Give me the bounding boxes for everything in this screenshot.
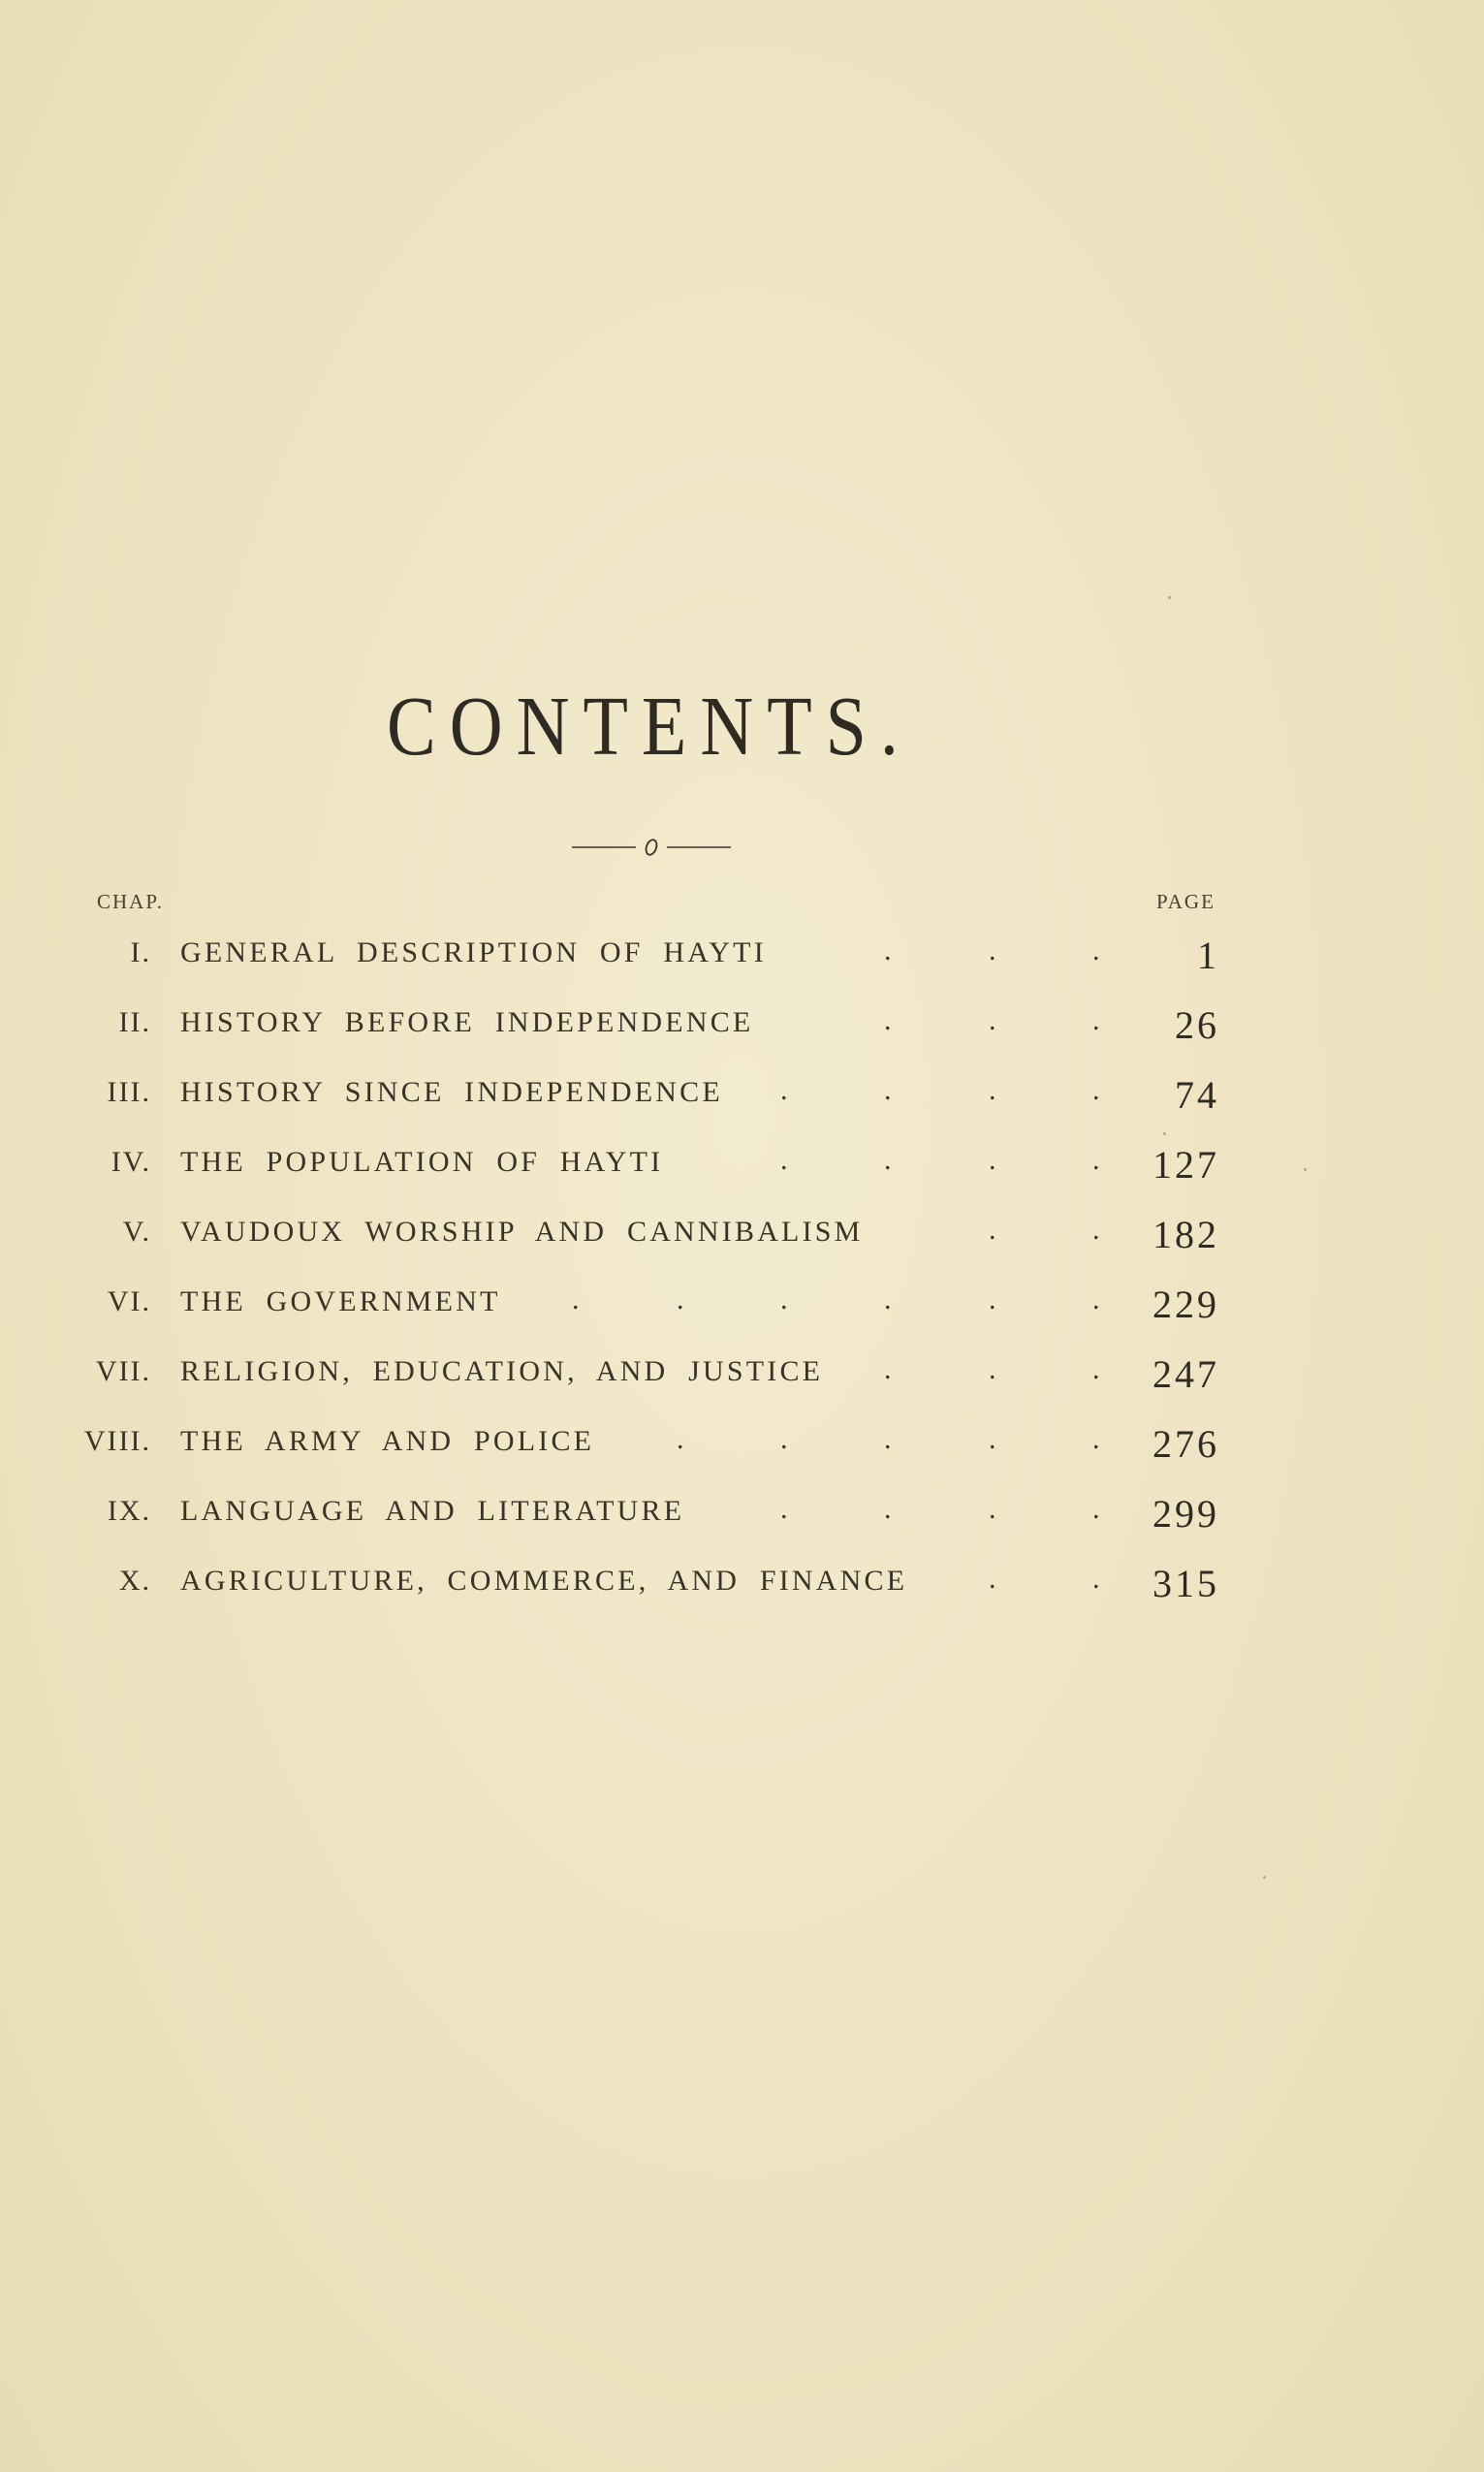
leader-dot: . <box>989 1563 996 1595</box>
leader-dot: . <box>1092 1284 1100 1315</box>
page-number: 247 <box>1152 1352 1219 1396</box>
toc-entry <box>0 1278 1484 1347</box>
chapter-number: V. <box>122 1216 151 1248</box>
leader-dot: . <box>1092 935 1100 967</box>
chapter-title: LANGUAGE AND LITERATURE <box>180 1495 685 1527</box>
chapter-title: AGRICULTURE, COMMERCE, AND FINANCE <box>180 1565 908 1597</box>
leader-dot: . <box>884 1423 892 1455</box>
paper-speck <box>1263 1876 1266 1879</box>
chapter-number: III. <box>107 1076 151 1108</box>
page-number: 182 <box>1152 1213 1219 1256</box>
leader-dot: . <box>1092 1214 1100 1246</box>
leader-dot: . <box>989 1074 996 1106</box>
leader-dot: . <box>989 1214 996 1246</box>
leader-dot: . <box>989 935 996 967</box>
toc-entry <box>0 929 1484 998</box>
page-title: CONTENTS. <box>387 680 912 774</box>
chapter-title: HISTORY BEFORE INDEPENDENCE <box>180 1006 754 1038</box>
leader-dot: . <box>780 1423 788 1455</box>
leader-dot: . <box>677 1423 684 1455</box>
chapter-title: VAUDOUX WORSHIP AND CANNIBALISM <box>180 1216 864 1248</box>
toc-entry <box>0 1138 1484 1208</box>
leader-dot: . <box>1092 1004 1100 1036</box>
leader-dot: . <box>989 1284 996 1315</box>
toc-entry <box>0 1208 1484 1278</box>
chapter-title: THE POPULATION OF HAYTI <box>180 1146 664 1178</box>
leader-dot: . <box>989 1353 996 1385</box>
chapter-title: GENERAL DESCRIPTION OF HAYTI <box>180 936 767 968</box>
leader-dot: . <box>780 1493 788 1525</box>
page-number: 127 <box>1152 1143 1219 1187</box>
chapter-number: I. <box>130 936 151 968</box>
page-number: 74 <box>1175 1073 1219 1117</box>
leader-dot: . <box>1092 1074 1100 1106</box>
page-number: 315 <box>1152 1562 1219 1605</box>
toc-entry <box>0 1487 1484 1557</box>
leader-dot: . <box>1092 1563 1100 1595</box>
leader-dot: . <box>989 1493 996 1525</box>
leader-dot: . <box>780 1284 788 1315</box>
leader-dot: . <box>780 1144 788 1176</box>
leader-dot: . <box>989 1423 996 1455</box>
toc-entry <box>0 1557 1484 1627</box>
leader-dot: . <box>1092 1144 1100 1176</box>
leader-dot: . <box>884 1074 892 1106</box>
toc-entry <box>0 1068 1484 1138</box>
paper-speck <box>1163 1132 1166 1135</box>
leader-dot: . <box>1092 1493 1100 1525</box>
toc-entry <box>0 1417 1484 1487</box>
chapter-number: IV. <box>111 1146 151 1178</box>
chapter-title: THE ARMY AND POLICE <box>180 1425 595 1457</box>
leader-dot: . <box>989 1004 996 1036</box>
paper-speck <box>1168 596 1171 599</box>
chapter-number: II. <box>118 1006 151 1038</box>
chap-column-header: CHAP. <box>97 890 164 913</box>
page-number: 229 <box>1152 1283 1219 1326</box>
leader-dot: . <box>1092 1353 1100 1385</box>
leader-dot: . <box>884 1144 892 1176</box>
leader-dot: . <box>677 1284 684 1315</box>
page-number: 1 <box>1197 934 1219 977</box>
column-headers <box>0 890 1484 919</box>
chapter-number: VI. <box>107 1285 151 1317</box>
leader-dot: . <box>989 1144 996 1176</box>
chapter-number: VII. <box>95 1355 151 1387</box>
leader-dot: . <box>780 1074 788 1106</box>
chapter-title: RELIGION, EDUCATION, AND JUSTICE <box>180 1355 824 1387</box>
toc-entry <box>0 1347 1484 1417</box>
leader-dot: . <box>884 935 892 967</box>
page-number: 26 <box>1175 1003 1219 1047</box>
chapter-title: HISTORY SINCE INDEPENDENCE <box>180 1076 723 1108</box>
toc-entry <box>0 998 1484 1068</box>
paper-speck <box>1304 1168 1307 1171</box>
page-number: 299 <box>1152 1492 1219 1536</box>
leader-dot: . <box>1092 1423 1100 1455</box>
ornament-rule-icon <box>570 832 733 861</box>
leader-dot: . <box>884 1353 892 1385</box>
chapter-number: VIII. <box>83 1425 151 1457</box>
page-column-header: PAGE <box>1156 890 1216 913</box>
chapter-title: THE GOVERNMENT <box>180 1285 501 1317</box>
leader-dot: . <box>884 1493 892 1525</box>
leader-dot: . <box>884 1284 892 1315</box>
chapter-number: X. <box>118 1565 151 1597</box>
leader-dot: . <box>572 1284 580 1315</box>
leader-dot: . <box>884 1004 892 1036</box>
table-of-contents <box>0 929 1484 1627</box>
page-number: 276 <box>1152 1422 1219 1466</box>
chapter-number: IX. <box>107 1495 151 1527</box>
